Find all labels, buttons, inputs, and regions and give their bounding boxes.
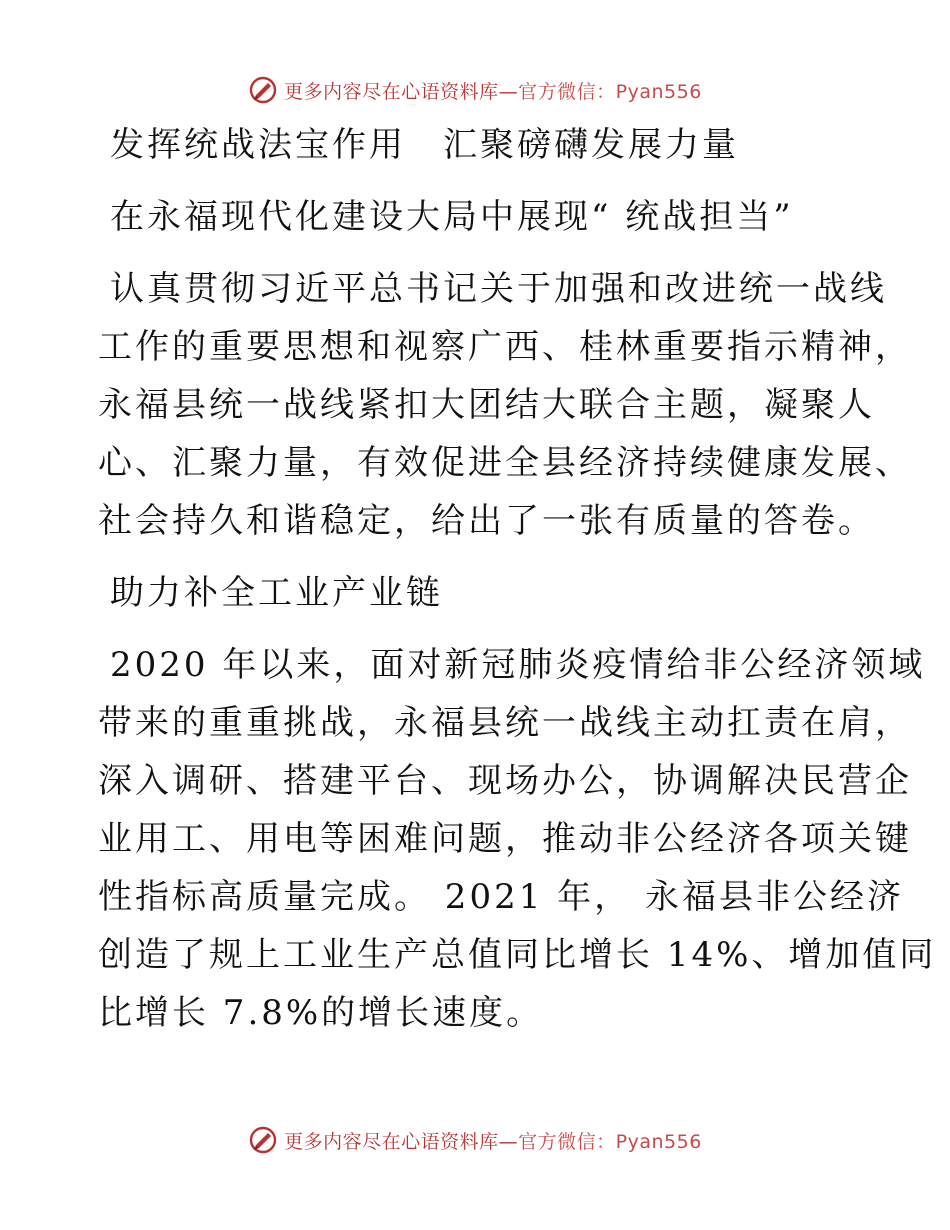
footer-watermark — [0, 1120, 950, 1160]
text-line: 性指标高质量完成。 2021 年， 永福县非公经济 — [98, 877, 904, 917]
text-line: 业用工、用电等困难问题，推动非公经济各项关键 — [98, 819, 912, 859]
document-title: 发挥统战法宝作用 汇聚磅礴发展力量 — [110, 125, 739, 165]
text-line: 带来的重重挑战，永福县统一战线主动扛责在肩， — [98, 703, 912, 743]
text-line: 心、汇聚力量，有效促进全县经济持续健康发展、 — [98, 443, 912, 483]
text-line: 创造了规上工业生产总值同比增长 14%、增加值同 — [98, 935, 937, 975]
text-line: 深入调研、搭建平台、现场办公，协调解决民营企 — [98, 761, 912, 801]
paragraph-industry — [98, 636, 937, 1042]
document-body — [98, 116, 937, 1042]
document-subtitle: 在永福现代化建设大局中展现“ 统战担当” — [110, 197, 794, 237]
watermark-text: 更多内容尽在心语资料库—官方微信：Pyan556 — [284, 80, 702, 103]
text-line: 2020 年以来，面对新冠肺炎疫情给非公经济领域 — [110, 645, 926, 685]
pen-logo-icon — [248, 75, 278, 105]
text-line: 工作的重要思想和视察广西、桂林重要指示精神， — [98, 327, 912, 367]
text-line: 社会持久和谐稳定，给出了一张有质量的答卷。 — [98, 501, 875, 541]
section-heading: 助力补全工业产业链 — [110, 573, 443, 613]
pen-logo-icon — [248, 1125, 278, 1155]
paragraph-intro — [98, 260, 912, 550]
watermark-text: 更多内容尽在心语资料库—官方微信：Pyan556 — [284, 1130, 702, 1153]
header-watermark — [0, 70, 950, 110]
text-line: 认真贯彻习近平总书记关于加强和改进统一战线 — [110, 269, 887, 309]
text-line: 比增长 7.8%的增长速度。 — [98, 993, 544, 1033]
text-line: 永福县统一战线紧扣大团结大联合主题，凝聚人 — [98, 385, 875, 425]
